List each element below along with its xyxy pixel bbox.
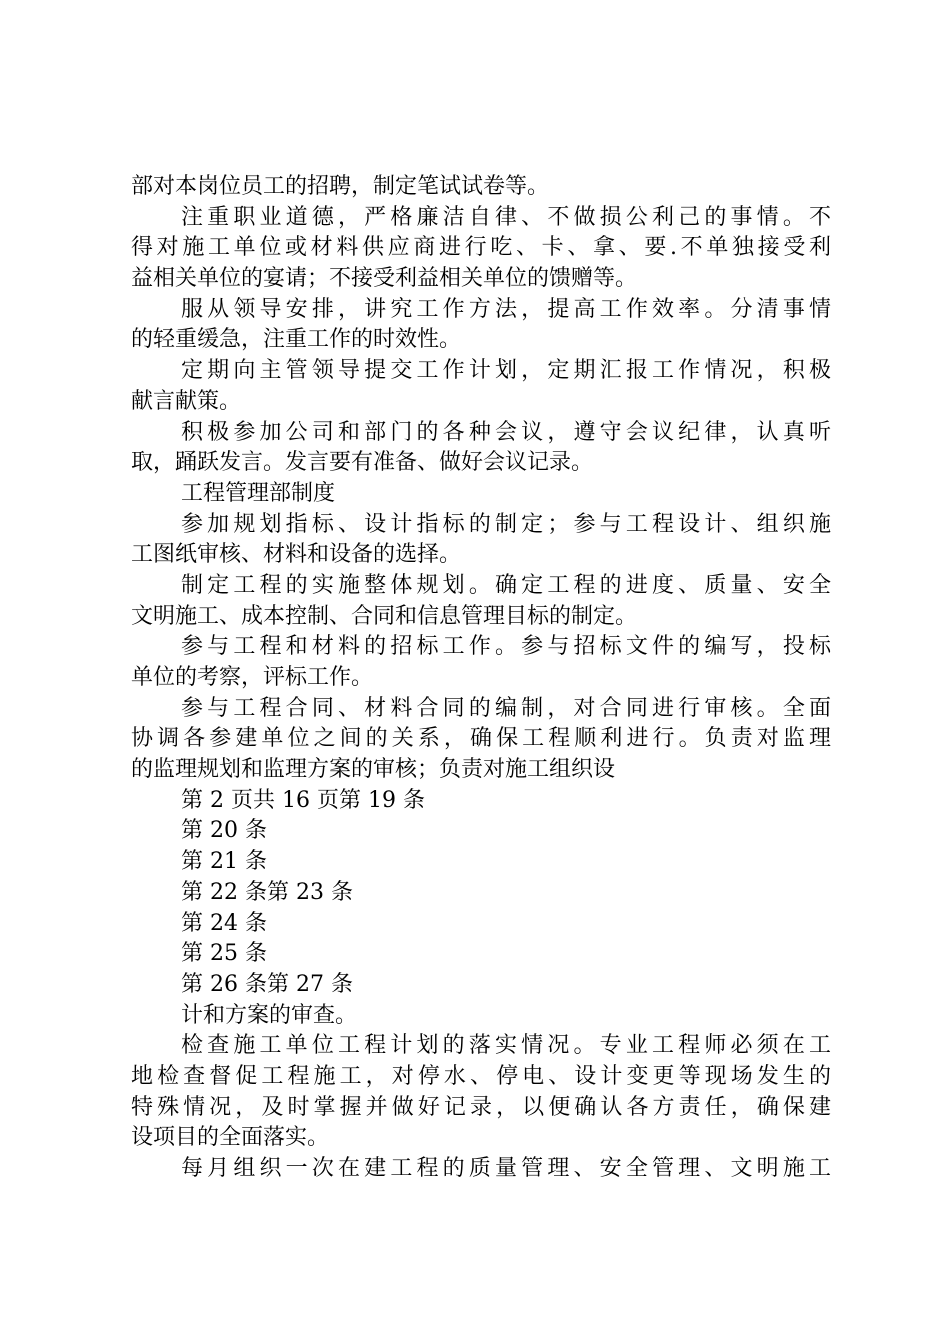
article-number-line: 第 20 条 <box>181 818 267 844</box>
text-line: 注重职业道德，严格廉洁自律、不做损公利己的事情。不 <box>181 204 831 230</box>
text-line: 工图纸审核、材料和设备的选择。 <box>131 542 462 568</box>
text-line: 献言献策。 <box>131 388 242 414</box>
text-line: 每月组织一次在建工程的质量管理、安全管理、文明施工 <box>181 1156 831 1181</box>
text-line: 地检查督促工程施工，对停水、停电、设计变更等现场发生的 <box>131 1063 831 1089</box>
text-line: 参与工程合同、材料合同的编制，对合同进行审核。全面 <box>181 695 831 721</box>
text-line: 服从领导安排，讲究工作方法，提高工作效率。分清事情 <box>181 296 831 322</box>
text-line: 取，踊跃发言。发言要有准备、做好会议记录。 <box>131 450 594 476</box>
text-line: 益相关单位的宴请；不接受利益相关单位的馈赠等。 <box>131 266 638 292</box>
text-line: 参与工程和材料的招标工作。参与招标文件的编写，投标 <box>181 634 831 660</box>
text-line: 单位的考察，评标工作。 <box>131 665 374 690</box>
text-line: 计和方案的审查。 <box>181 1002 358 1028</box>
document-body <box>131 172 831 1185</box>
text-line: 的轻重缓急，注重工作的时效性。 <box>131 327 462 353</box>
page-footer-line: 第 2 页共 16 页第 19 条 <box>181 787 425 813</box>
text-line: 设项目的全面落实。 <box>131 1125 330 1151</box>
text-line: 特殊情况，及时掌握并做好记录，以便确认各方责任，确保建 <box>131 1094 831 1120</box>
text-line: 积极参加公司和部门的各种会议，遵守会议纪律，认真听 <box>181 419 831 445</box>
article-number-line: 第 24 条 <box>181 910 267 936</box>
text-line: 制定工程的实施整体规划。确定工程的进度、质量、安全 <box>181 572 831 598</box>
text-line: 文明施工、成本控制、合同和信息管理目标的制定。 <box>131 603 638 629</box>
text-line: 部对本岗位员工的招聘，制定笔试试卷等。 <box>131 174 550 199</box>
article-number-line: 第 21 条 <box>181 849 267 875</box>
section-heading: 工程管理部制度 <box>181 480 336 506</box>
text-line: 得对施工单位或材料供应商进行吃、卡、拿、要.不单独接受利 <box>131 235 831 261</box>
article-number-line: 第 26 条第 27 条 <box>181 971 353 997</box>
article-number-line: 第 25 条 <box>181 941 267 967</box>
text-line: 参加规划指标、设计指标的制定；参与工程设计、组织施 <box>181 511 831 537</box>
text-line: 的监理规划和监理方案的审核；负责对施工组织设 <box>131 757 616 783</box>
text-line: 检查施工单位工程计划的落实情况。专业工程师必须在工 <box>181 1033 831 1059</box>
article-number-line: 第 22 条第 23 条 <box>181 879 353 905</box>
text-line: 定期向主管领导提交工作计划，定期汇报工作情况，积极 <box>181 358 831 384</box>
text-line: 协调各参建单位之间的关系，确保工程顺利进行。负责对监理 <box>131 726 831 752</box>
